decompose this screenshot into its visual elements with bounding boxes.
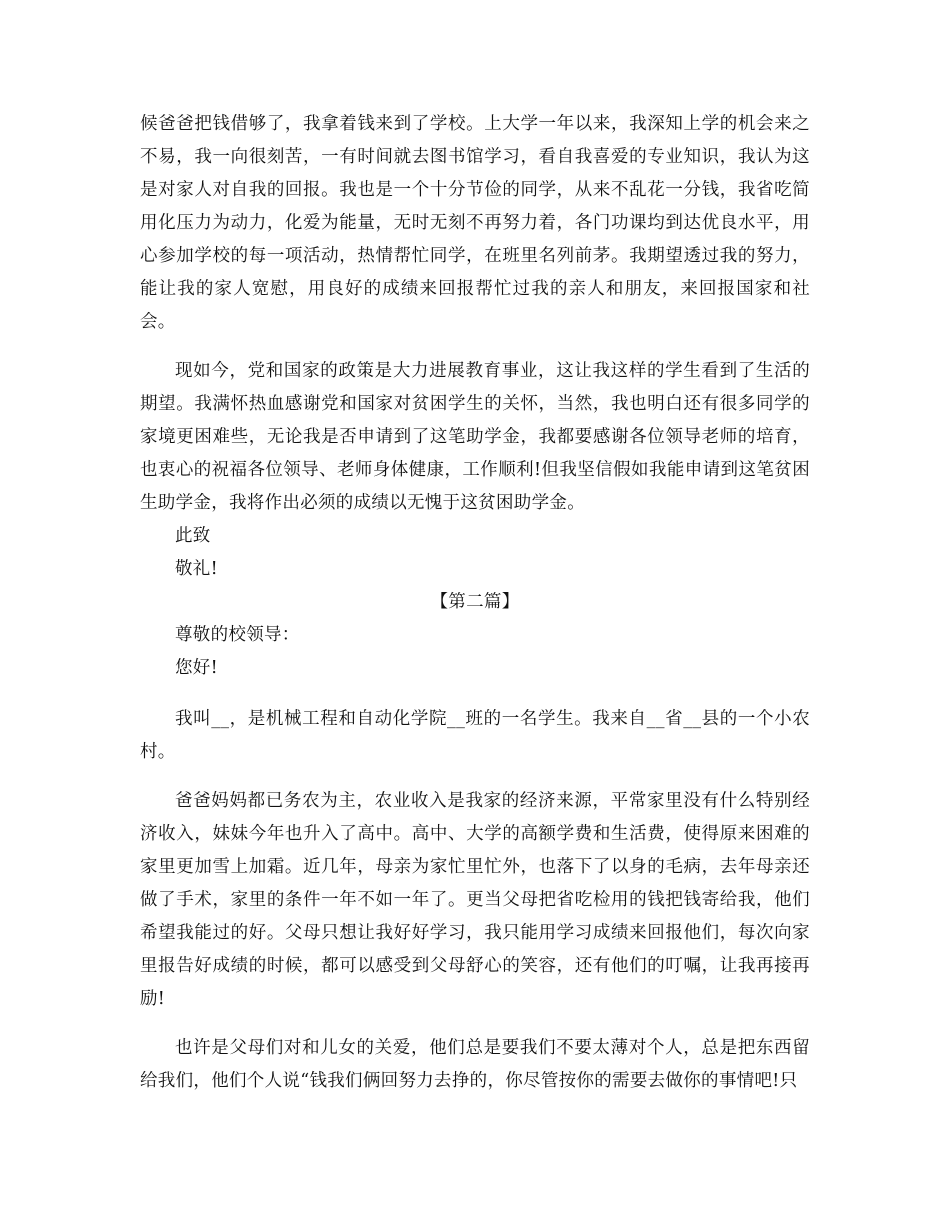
paragraph-3: 我叫__，是机械工程和自动化学院__班的一名学生。我来自__省__县的一个小农村。 [140, 709, 810, 762]
document-page [140, 108, 810, 1098]
paragraph-2: 现如今，党和国家的政策是大力进展教育事业，这让我这样的学生看到了生活的期望。我满怀热血感谢党和国家对贫困学生的关怀，当然，我也明白还有很多同学的家境更困难些，无论我是否申请到了这笔助学金，我都要感谢各位领导老师的培育，也衷心的祝福各位领导、老师身体健康，工作顺利!但我坚信假如我能申请到这笔贫困生助学金，我将作出必须的成绩以无愧于这贫困助学金。 [140, 361, 810, 513]
greeting: 您好! [175, 658, 218, 678]
closing-line-1: 此致 [175, 526, 211, 546]
salutation: 尊敬的校领导： [175, 625, 300, 645]
closing-line-2: 敬礼! [175, 559, 218, 579]
paragraph-1: 候爸爸把钱借够了，我拿着钱来到了学校。上大学一年以来，我深知上学的机会来之不易，我一向很刻苦，一有时间就去图书馆学习，看自我喜爱的专业知识，我认为这是对家人对自我的回报。我也是一个十分节俭的同学，从来不乱花一分钱，我省吃简用化压力为动力，化爱为能量，无时无刻不再努力着，各门功课均到达优良水平，用心参加学校的每一项活动，热情帮忙同学，在班里名列前茅。我期望透过我的努力，能让我的家人宽慰，用良好的成绩来回报帮忙过我的亲人和朋友，来回报国家和社会。 [140, 114, 810, 332]
section-heading: 【第二篇】 [430, 592, 520, 612]
paragraph-5: 也许是父母们对和儿女的关爱，他们总是要我们不要太薄对个人，总是把东西留给我们，他们个人说“钱我们俩回努力去挣的，你尽管按你的需要去做你的事情吧!只 [140, 1038, 810, 1091]
paragraph-4: 爸爸妈妈都已务农为主，农业收入是我家的经济来源，平常家里没有什么特别经济收入，妹妹今年也升入了高中。高中、大学的高额学费和生活费，使得原来困难的家里更加雪上加霜。近几年，母亲为家忙里忙外，也落下了以身的毛病，去年母亲还做了手术，家里的条件一年不如一年了。更当父母把省吃检用的钱把钱寄给我，他们希望我能过的好。父母只想让我好好学习，我只能用学习成绩来回报他们，每次向家里报告好成绩的时候，都可以感受到父母舒心的笑容，还有他们的叮嘱，让我再接再励! [140, 791, 810, 1009]
